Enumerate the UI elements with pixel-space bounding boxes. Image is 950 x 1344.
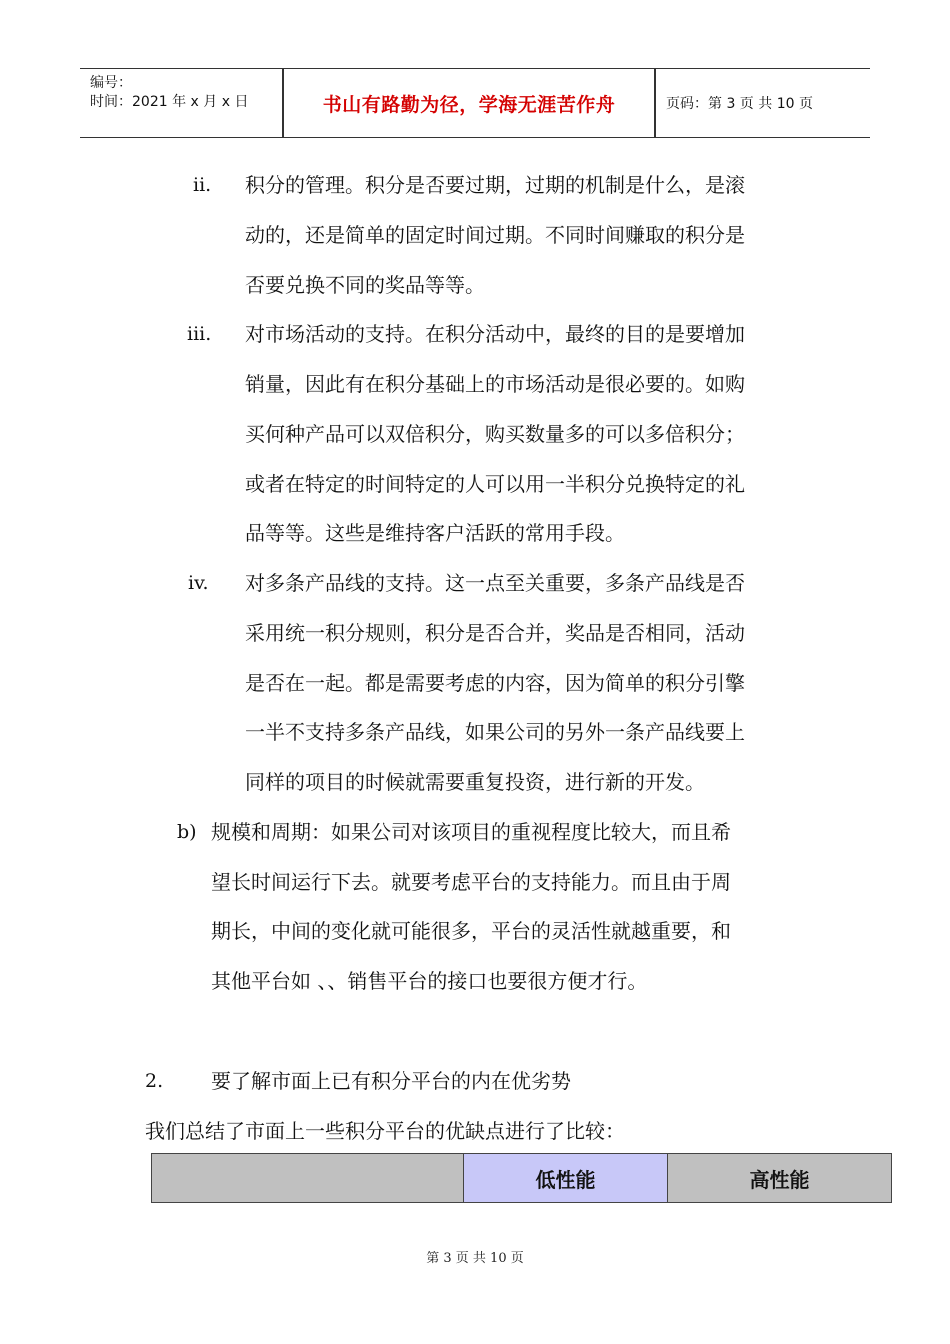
paragraph-line: 规模和周期：如果公司对该项目的重视程度比较大，而且希 — [211, 820, 731, 844]
paragraph-line: 是否在一起。都是需要考虑的内容，因为简单的积分引擎 — [245, 671, 745, 695]
comparison-table — [151, 1153, 892, 1203]
list-marker-b: b) — [177, 821, 197, 843]
paragraph-line: 采用统一积分规则，积分是否合并，奖品是否相同，活动 — [245, 621, 745, 645]
document-number-label: 编号： — [90, 75, 132, 91]
paragraph-line: 望长时间运行下去。就要考虑平台的支持能力。而且由于周 — [211, 870, 731, 894]
paragraph-line: 或者在特定的时间特定的人可以用一半积分兑换特定的礼 — [245, 472, 745, 496]
paragraph-line: 期长，中间的变化就可能很多，平台的灵活性就越重要，和 — [211, 919, 731, 943]
paragraph-line: 销量，因此有在积分基础上的市场活动是很必要的。如购 — [245, 372, 745, 396]
section-number: 2. — [145, 1070, 164, 1092]
header-page-info: 页码：第 3 页 共 10 页 — [666, 96, 813, 112]
page-header — [80, 68, 870, 138]
page-footer: 第 3 页 共 10 页 — [426, 1251, 524, 1266]
section-heading: 要了解市面上已有积分平台的内在优劣势 — [211, 1069, 571, 1093]
paragraph-line: 积分的管理。积分是否要过期，过期的机制是什么，是滚 — [245, 173, 745, 197]
list-marker-iv: iv. — [188, 572, 209, 594]
paragraph-line: 动的，还是简单的固定时间过期。不同时间赚取的积分是 — [245, 223, 745, 247]
table-header-low-performance: 低性能 — [463, 1154, 667, 1202]
section-intro: 我们总结了市面上一些积分平台的优缺点进行了比较： — [145, 1119, 625, 1143]
header-motto: 书山有路勤为径，学海无涯苦作舟 — [322, 93, 616, 116]
paragraph-line: 一半不支持多条产品线，如果公司的另外一条产品线要上 — [245, 720, 745, 744]
paragraph-line: 对市场活动的支持。在积分活动中，最终的目的是要增加 — [245, 322, 745, 346]
table-header-high-performance: 高性能 — [667, 1154, 891, 1202]
header-divider — [654, 69, 656, 137]
header-meta — [80, 69, 282, 137]
paragraph-line: 其他平台如 、、销售平台的接口也要很方便才行。 — [211, 969, 648, 993]
paragraph-line: 同样的项目的时候就需要重复投资，进行新的开发。 — [245, 770, 705, 794]
paragraph-line: 对多条产品线的支持。这一点至关重要，多条产品线是否 — [245, 571, 745, 595]
list-marker-iii: iii. — [187, 323, 212, 345]
list-marker-ii: ii. — [193, 174, 212, 196]
table-header-blank — [152, 1154, 463, 1202]
document-date: 时间：2021 年 x 月 x 日 — [90, 94, 249, 110]
paragraph-line: 否要兑换不同的奖品等等。 — [245, 273, 485, 297]
paragraph-line: 品等等。这些是维持客户活跃的常用手段。 — [245, 521, 625, 545]
paragraph-line: 买何种产品可以双倍积分，购买数量多的可以多倍积分； — [245, 422, 745, 446]
